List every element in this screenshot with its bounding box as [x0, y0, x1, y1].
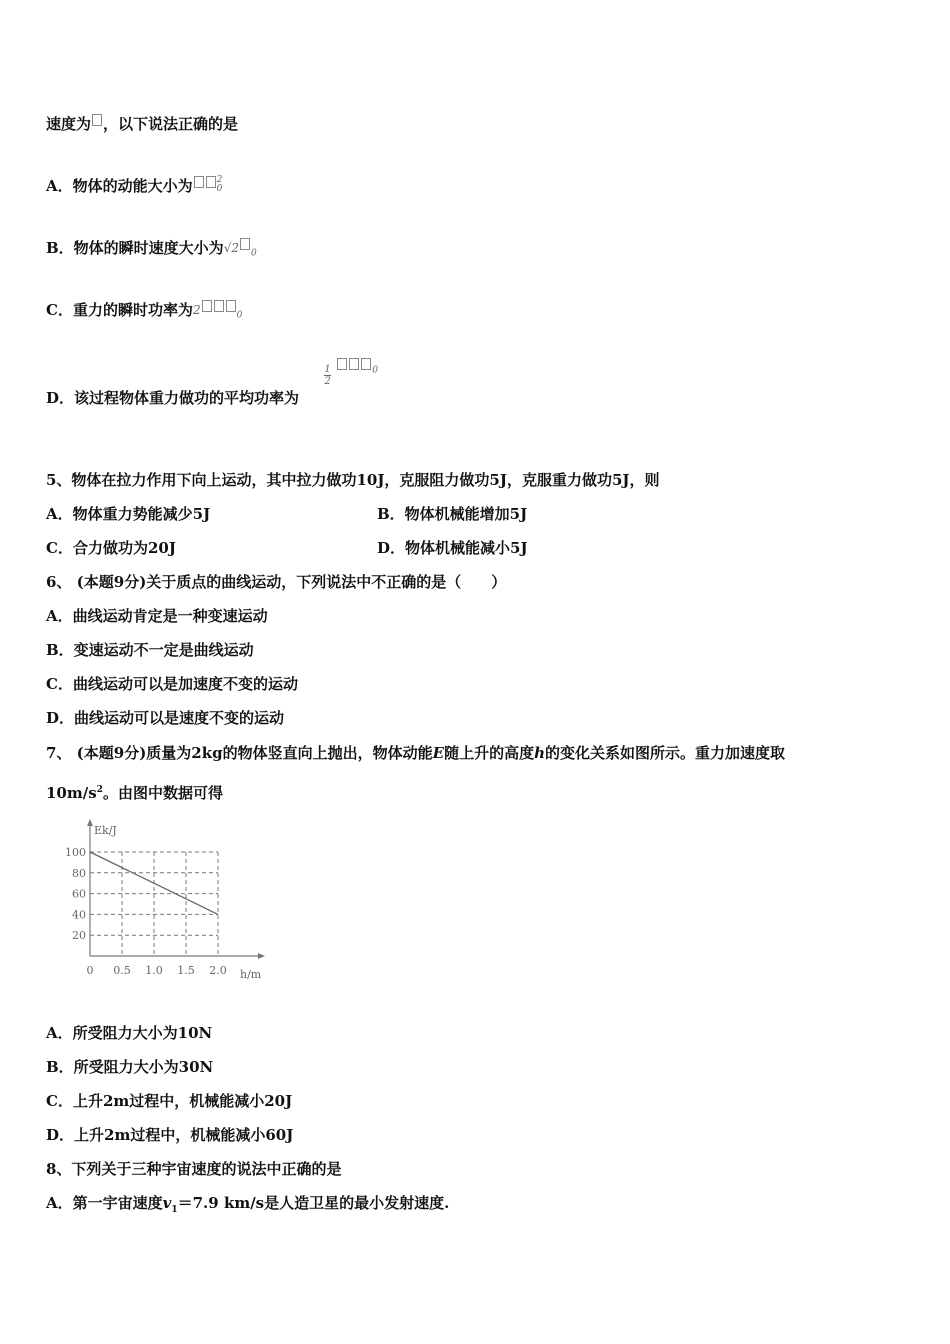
q6-stem: 6、 (本题9分)关于质点的曲线运动，下列说法中不正确的是（ ） — [46, 573, 507, 591]
q8-stem: 8、下列关于三种宇宙速度的说法中正确的是 — [46, 1160, 342, 1178]
q6-option-a: A．曲线运动肯定是一种变速运动 — [46, 607, 268, 625]
y-tick-label: 20 — [72, 929, 86, 943]
q5-option-a: A．物体重力势能减少5J — [46, 505, 211, 523]
y-axis-label: Ek/J — [94, 824, 117, 837]
q6-option-c: C．曲线运动可以是加速度不变的运动 — [46, 675, 298, 693]
q4-option-b: B．物体的瞬时速度大小为$^{√2 _0}$ — [46, 239, 257, 259]
formula: √2 0 — [224, 241, 257, 255]
y-tick-label: 60 — [72, 887, 86, 901]
y-tick-label: 100 — [65, 846, 86, 859]
q7-stem-line2: $10m/s^2$。由图中数据可得 — [46, 784, 223, 802]
formula: 2 0 — [193, 303, 242, 317]
q4-option-c: C．重力的瞬时功率为$^{2 _0}$ — [46, 301, 243, 321]
chart-grid — [90, 852, 218, 956]
q4-option-d: D．该过程物体重力做功的平均功率为 — [46, 389, 300, 407]
formula: $\frac{1}{2}$ $^{_0}$ — [324, 358, 378, 387]
q7-option-b: B．所受阻力大小为30N — [46, 1058, 214, 1076]
x-tick-label: 0 — [86, 964, 94, 977]
q4-stem-tail: 速度为 ，以下说法正确的是 — [46, 115, 239, 133]
x-tick-label: 1.5 — [177, 964, 195, 977]
y-tick-label: 40 — [72, 908, 86, 922]
x-tick-label: 2.0 — [209, 964, 227, 977]
q4-option-a: A．物体的动能大小为 2 0 — [46, 175, 223, 195]
placeholder-glyph — [92, 114, 102, 126]
q8-option-a: A．第一宇宙速度$v_1=7.9$ km/s是人造卫星的最小发射速度. — [46, 1194, 450, 1215]
y-axis-arrow — [87, 819, 93, 826]
chart-axes — [87, 819, 265, 959]
formula: 2 0 — [193, 180, 223, 194]
q7-option-c: C．上升2m过程中，机械能减小20J — [46, 1092, 293, 1110]
x-tick-label: 1.0 — [145, 964, 163, 977]
q7-stem-line1: 7、 (本题9分)质量为2kg的物体竖直向上抛出，物体动能E随上升的高度h的变化关系如图所示。重力加速度取 — [46, 744, 785, 762]
x-axis-label: h/m — [240, 968, 262, 981]
x-axis-arrow — [258, 953, 265, 959]
ek-h-chart — [60, 818, 270, 1008]
q5-option-d: D．物体机械能减小5J — [377, 539, 528, 557]
q6-option-b: B．变速运动不一定是曲线运动 — [46, 641, 254, 659]
chart-ticks — [65, 846, 227, 977]
q7-option-a: A．所受阻力大小为10N — [46, 1024, 213, 1042]
q5-stem: 5、物体在拉力作用下向上运动，其中拉力做功10J，克服阻力做功5J，克服重力做功5J，则 — [46, 471, 660, 489]
q7-option-d: D．上升2m过程中，机械能减小60J — [46, 1126, 294, 1144]
q5-option-c: C．合力做功为20J — [46, 539, 176, 557]
q6-option-d: D．曲线运动可以是速度不变的运动 — [46, 709, 285, 727]
x-tick-label: 0.5 — [113, 964, 131, 977]
y-tick-label: 80 — [72, 866, 86, 880]
q5-option-b: B．物体机械能增加5J — [377, 505, 528, 523]
